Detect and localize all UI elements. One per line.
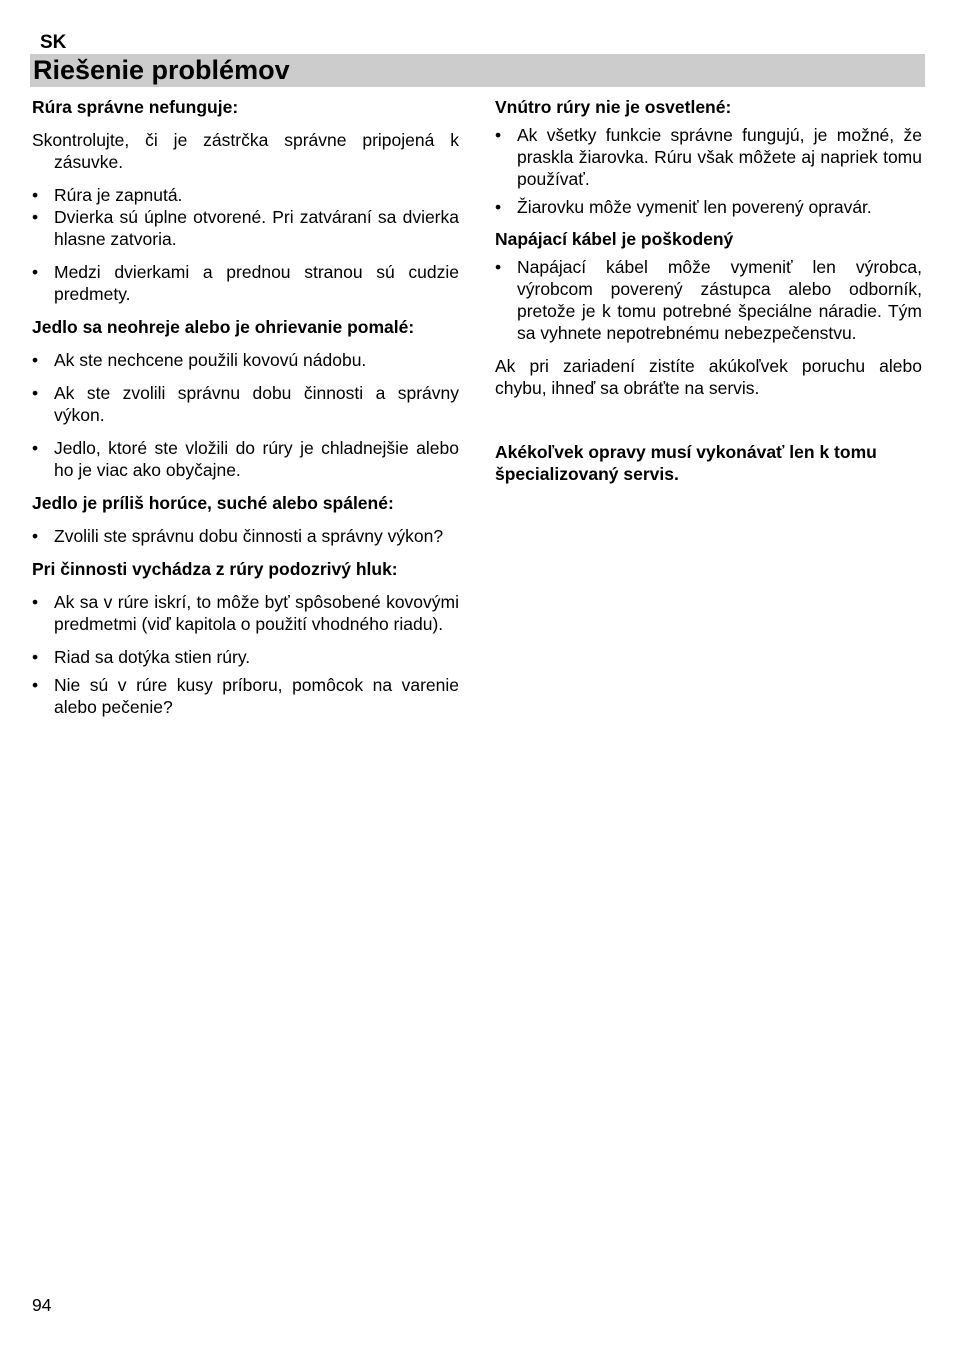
bullet-list xyxy=(32,591,459,718)
list-item: • Riad sa dotýka stien rúry. xyxy=(32,646,459,668)
list-item: • Rúra je zapnutá. xyxy=(32,184,459,206)
list-item: • Ak ste zvolili správnu dobu činnosti a správny výkon. xyxy=(32,382,459,426)
page-number: 94 xyxy=(32,1295,52,1315)
list-item: • Medzi dvierkami a prednou stranou sú cudzie predmety. xyxy=(32,261,459,305)
section-heading: Pri činnosti vychádza z rúry podozrivý hluk: xyxy=(32,559,398,579)
bullet-list xyxy=(32,349,459,481)
list-item: • Nie sú v rúre kusy príboru, pomôcok na varenie alebo pečenie? xyxy=(32,674,459,718)
list-item: • Napájací kábel môže vymeniť len výrobca, výrobcom poverený zástupca alebo odborník, pretože je k tomu potrebné špeciálne náradie. Tým sa vyhnete nepotrebnému nebezpečenstvu. xyxy=(495,256,922,344)
warning-note: Akékoľvek opravy musí vykonávať len k tomu špecializovaný servis. xyxy=(495,442,877,484)
bullet-list xyxy=(495,124,922,218)
title-bar xyxy=(30,54,925,87)
language-code: SK xyxy=(40,32,67,53)
list-item: • Ak ste nechcene použili kovovú nádobu. xyxy=(32,349,459,371)
bullet-list xyxy=(32,184,459,305)
list-item: • Ak sa v rúre iskrí, to môže byť spôsobené kovovými predmetmi (viď kapitola o použití vhodného riadu). xyxy=(32,591,459,635)
section-heading: Napájací kábel je poškodený xyxy=(495,229,734,249)
bullet-list xyxy=(495,256,922,344)
section-heading: Jedlo sa neohreje alebo je ohrievanie pomalé: xyxy=(32,317,415,337)
list-item: • Dvierka sú úplne otvorené. Pri zatváraní sa dvierka hlasne zatvoria. xyxy=(32,206,459,250)
page-title: Riešenie problémov xyxy=(33,55,290,85)
list-item: • Zvolili ste správnu dobu činnosti a správny výkon? xyxy=(32,525,459,547)
bullet-list xyxy=(32,525,459,547)
section-heading: Jedlo je príliš horúce, suché alebo spálené: xyxy=(32,493,394,513)
section-heading: Rúra správne nefunguje: xyxy=(32,97,239,117)
paragraph: Ak pri zariadení zistíte akúkoľvek poruchu alebo chybu, ihneď sa obráťte na servis. xyxy=(495,356,922,398)
left-column xyxy=(32,96,459,718)
list-item: • Žiarovku môže vymeniť len poverený opravár. xyxy=(495,196,922,218)
list-item: • Jedlo, ktoré ste vložili do rúry je chladnejšie alebo ho je viac ako obyčajne. xyxy=(32,437,459,481)
paragraph: Skontrolujte, či je zástrčka správne pripojená k zásuvke. xyxy=(32,130,459,172)
section-heading: Vnútro rúry nie je osvetlené: xyxy=(495,97,732,117)
right-column xyxy=(495,96,922,496)
list-item: • Ak všetky funkcie správne fungujú, je možné, že praskla žiarovka. Rúru však môžete aj napriek tomu používať. xyxy=(495,124,922,190)
